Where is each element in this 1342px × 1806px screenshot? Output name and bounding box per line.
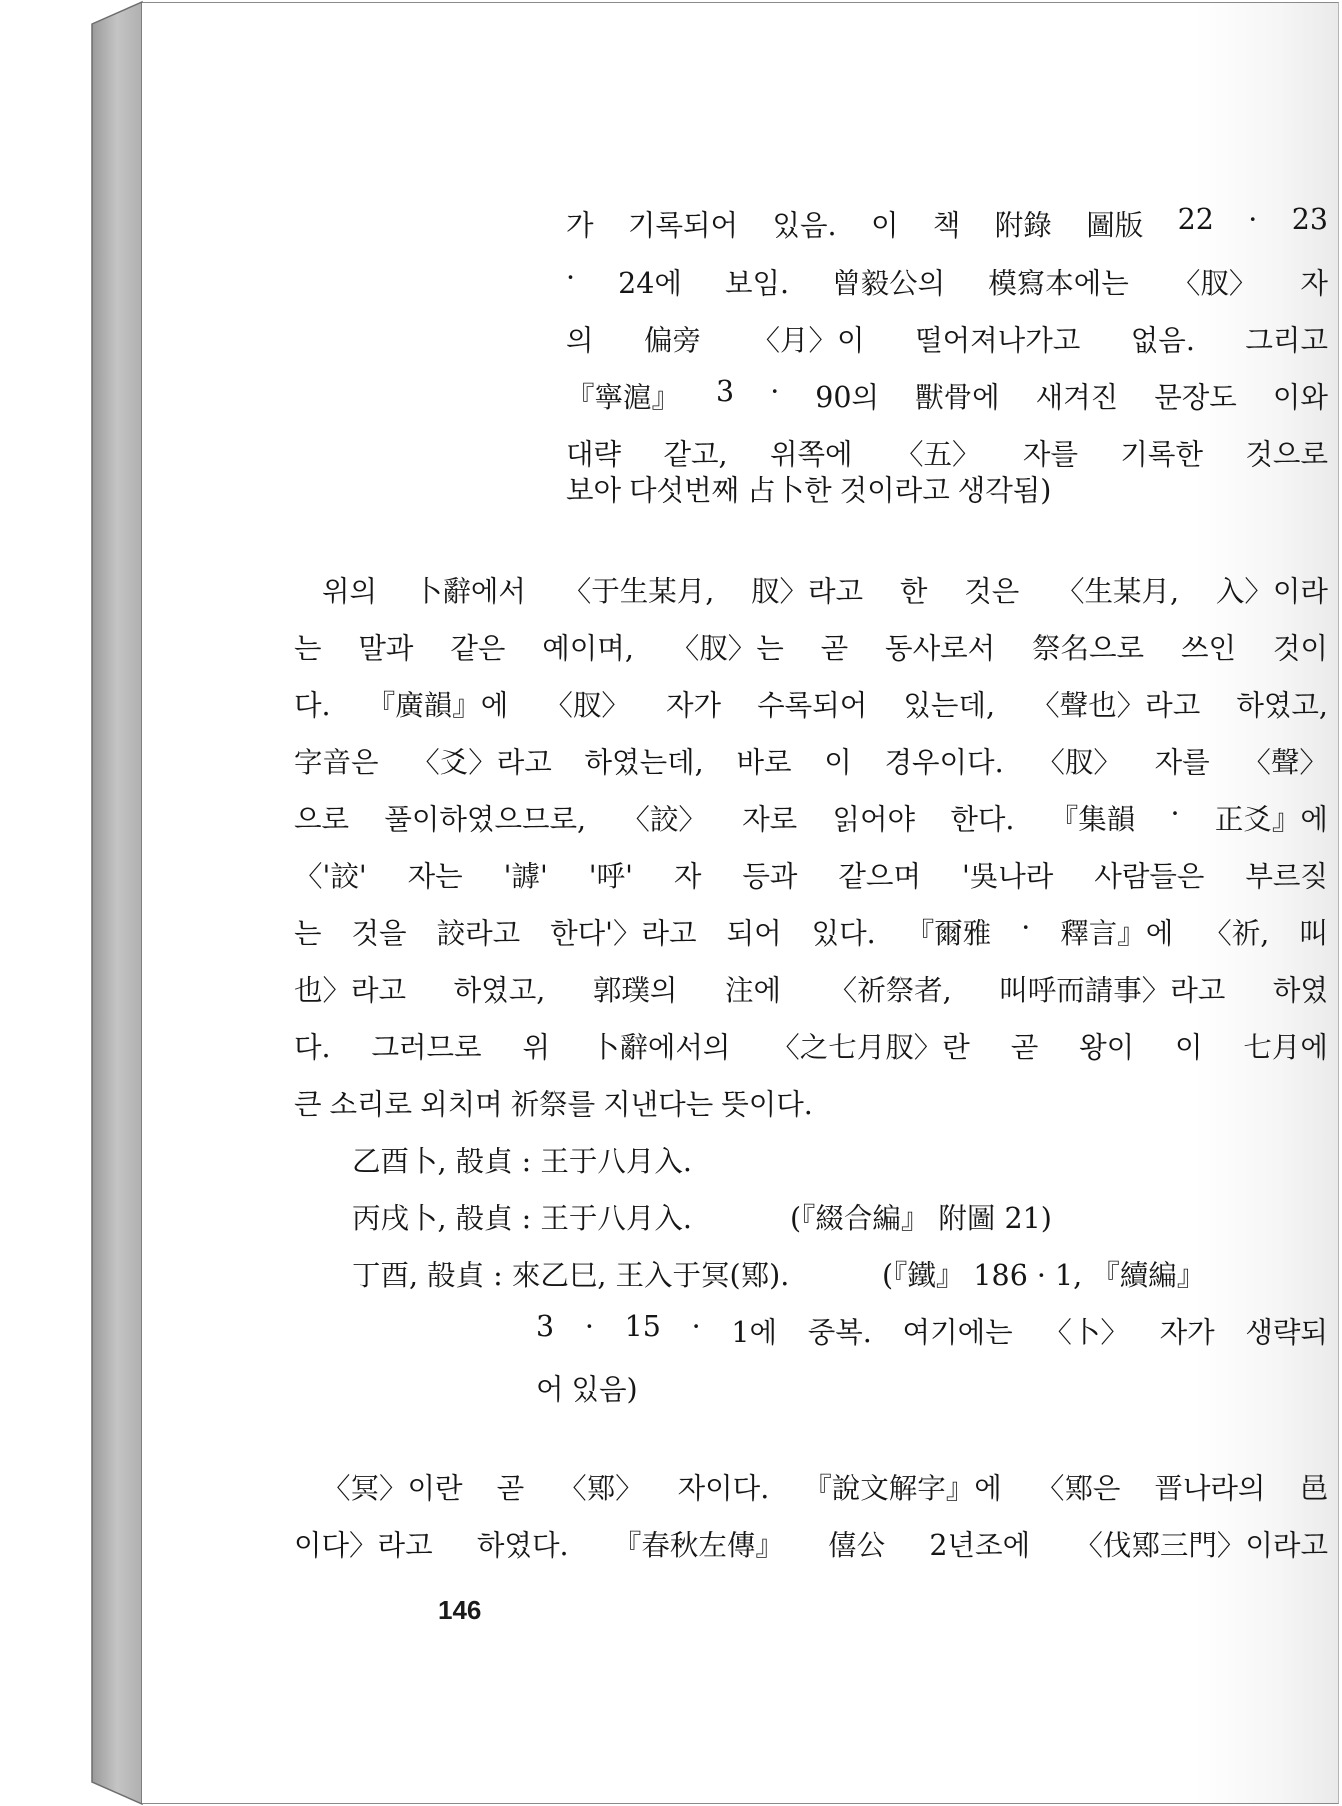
body-line: 이다〉라고 하였다. 『春秋左傳』 僖公 2년조에 〈伐鄍三門〉이라고 <box>294 1529 1328 1562</box>
body-line: 는 말과 같은 예이며, 〈肞〉는 곧 동사로서 祭名으로 쓰인 것이 <box>294 632 1328 665</box>
note-line: 『寧滬』 3 · 90의 獸骨에 새겨진 문장도 이와 <box>566 375 1328 414</box>
inscription-source: (『綴合編』 附圖 21) <box>790 1202 1052 1235</box>
note-line: 가 기록되어 있음. 이 책 附錄 圖版 22 · 23 <box>566 203 1328 242</box>
inscription-line: 丁酉, 㱿貞 : 來乙巳, 王入于冥(鄍). <box>352 1259 790 1292</box>
inscription-source-cont: 어 있음) <box>536 1373 638 1406</box>
inscription-source-cont: 3 · 15 · 1에 중복. 여기에는 〈卜〉 자가 생략되 <box>536 1310 1328 1349</box>
body-line: 다. 『廣韻』에 〈肞〉 자가 수록되어 있는데, 〈聲也〉라고 하였고, <box>294 689 1328 722</box>
note-line: 대략 같고, 위쪽에 〈五〉 자를 기록한 것으로 <box>566 438 1328 471</box>
body-line: 字音은 〈爻〉라고 하였는데, 바로 이 경우이다. 〈肞〉 자를 〈聲〉 <box>294 746 1328 779</box>
body-line: 다. 그러므로 위 卜辭에서의 〈之七月肞〉란 곧 왕이 이 七月에 <box>294 1031 1328 1064</box>
body-line: 위의 卜辭에서 〈于生某月, 肞〉라고 한 것은 〈生某月, 入〉이라 <box>322 575 1328 608</box>
inscription-line: 丙戌卜, 㱿貞 : 王于八月入. <box>352 1202 692 1235</box>
body-line: 〈'詨' 자는 '謼' '呼' 자 등과 같으며 '吳나라 사람들은 부르짖 <box>294 860 1328 893</box>
body-line: 으로 풀이하였으므로, 〈詨〉 자로 읽어야 한다. 『集韻 · 正爻』에 <box>294 797 1328 836</box>
body-line: 큰 소리로 외치며 祈祭를 지낸다는 뜻이다. <box>294 1088 813 1121</box>
inscription-line: 乙酉卜, 㱿貞 : 王于八月入. <box>352 1145 692 1178</box>
book-page <box>142 2 1339 1804</box>
note-line: 보아 다섯번째 占卜한 것이라고 생각됨) <box>566 474 1052 507</box>
body-line: 는 것을 詨라고 한다'〉라고 되어 있다. 『爾雅 · 釋言』에 〈祈, 叫 <box>294 911 1328 950</box>
inscription-source: (『鐵』 186 · 1, 『續編』 <box>882 1259 1206 1292</box>
page-number: 146 <box>438 1595 482 1625</box>
note-line: · 24에 보임. 曾毅公의 模寫本에는 〈肞〉 자 <box>566 261 1328 300</box>
note-line: 의 偏旁 〈月〉이 떨어져나가고 없음. 그리고 <box>566 324 1328 357</box>
body-line: 也〉라고 하였고, 郭璞의 注에 〈祈祭者, 叫呼而請事〉라고 하였 <box>294 974 1328 1007</box>
body-line: 〈冥〉이란 곧 〈鄍〉 자이다. 『說文解字』에 〈鄍은 晋나라의 邑 <box>322 1472 1328 1505</box>
